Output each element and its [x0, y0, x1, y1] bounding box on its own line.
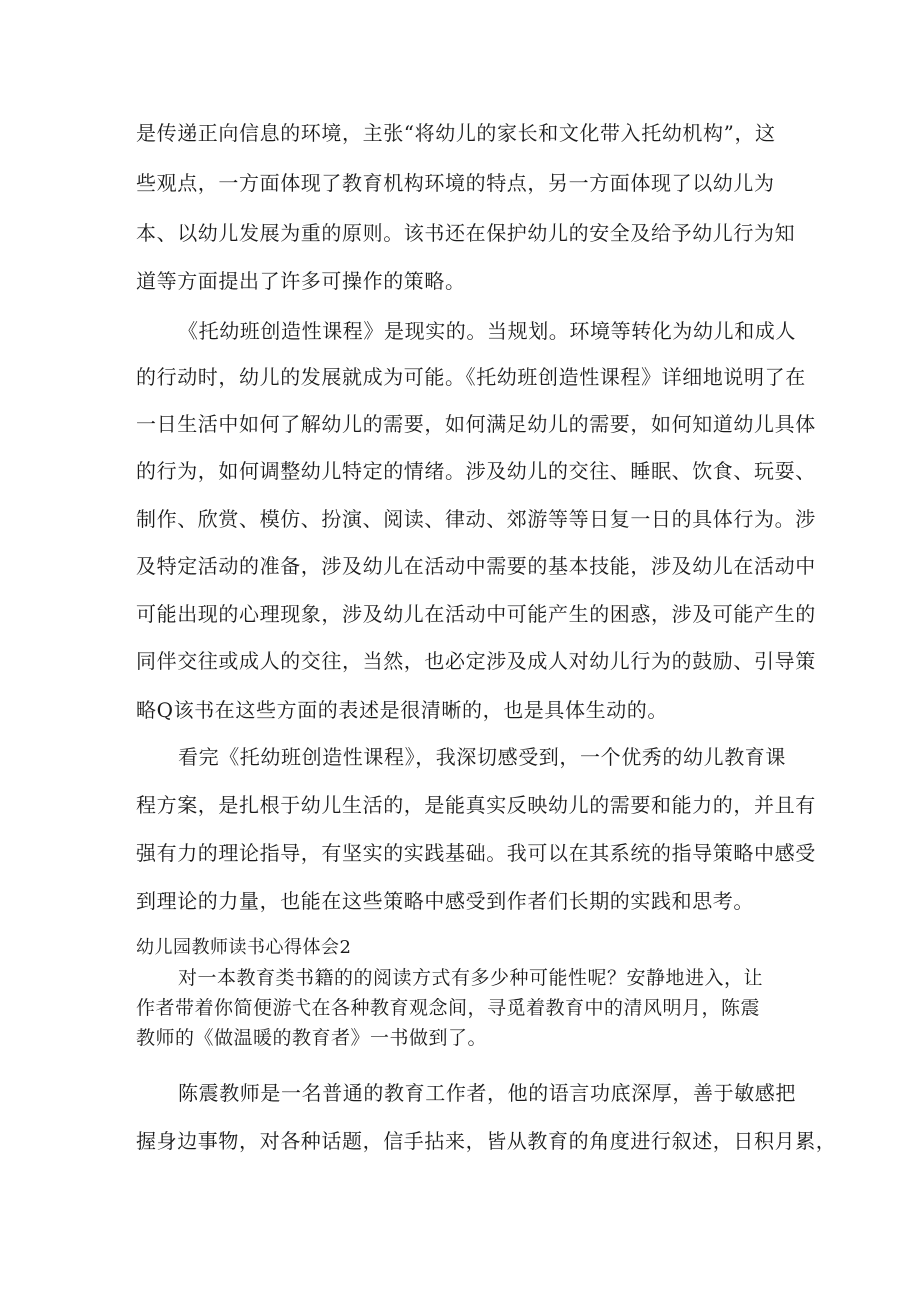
paragraph-line: 可能出现的心理现象，涉及幼儿在活动中可能产生的困惑，涉及可能产生的	[136, 602, 816, 626]
paragraph-line: 程方案，是扎根于幼儿生活的，是能真实反映幼儿的需要和能力的，并且有	[136, 793, 816, 817]
section-heading: 幼儿园教师读书心得体会2	[136, 937, 352, 958]
paragraph-line: 一日生活中如何了解幼儿的需要，如何满足幼儿的需要，如何知道幼儿具体	[136, 412, 816, 436]
paragraph-line: 到理论的力量，也能在这些策略中感受到作者们长期的实践和思考。	[136, 889, 754, 913]
paragraph-line: 陈震教师是一名普通的教育工作者，他的语言功底深厚，善于敏感把	[178, 1081, 796, 1105]
paragraph-line: 制作、欣赏、模仿、扮演、阅读、律动、郊游等等日复一日的具体行为。涉	[136, 507, 816, 531]
paragraph-line: 的行为，如何调整幼儿特定的情绪。涉及幼儿的交往、睡眠、饮食、玩耍、	[136, 459, 816, 483]
paragraph-line: 的行动时，幼儿的发展就成为可能。《托幼班创造性课程》详细地说明了在	[136, 365, 806, 389]
paragraph-line: 握身边事物，对各种话题，信手拈来，皆从教育的角度进行叙述，日积月累，	[136, 1129, 837, 1153]
paragraph-line: 是传递正向信息的环境，主张“将幼儿的家长和文化带入托幼机构”，这	[136, 121, 776, 145]
paragraph-line: 强有力的理论指导，有坚实的实践基础。我可以在其系统的指导策略中感受	[136, 841, 816, 865]
paragraph-line: 及特定活动的准备，涉及幼儿在活动中需要的基本技能，涉及幼儿在活动中	[136, 554, 816, 578]
paragraph-line: 教师的《做温暖的教育者》一书做到了。	[136, 1027, 488, 1049]
paragraph-line: 《托幼班创造性课程》是现实的。当规划。环境等转化为幼儿和成人	[178, 319, 796, 343]
paragraph-line: 作者带着你简便游弋在各种教育观念间，寻觅着教育中的清风明月，陈震	[136, 997, 761, 1019]
paragraph-line: 道等方面提出了许多可操作的策略。	[136, 269, 466, 293]
paragraph-line: 同伴交往或成人的交往，当然，也必定涉及成人对幼儿行为的鼓励、引导策	[136, 649, 816, 673]
paragraph-line: 对一本教育类书籍的的阅读方式有多少种可能性呢？安静地进入，让	[178, 967, 764, 989]
paragraph-line: 略Q该书在这些方面的表述是很清晰的，也是具体生动的。	[136, 698, 668, 722]
paragraph-line: 本、以幼儿发展为重的原则。该书还在保护幼儿的安全及给予幼儿行为知	[136, 221, 796, 245]
paragraph-line: 些观点，一方面体现了教育机构环境的特点，另一方面体现了以幼儿为	[136, 171, 775, 195]
paragraph-line: 看完《托幼班创造性课程》，我深切感受到，一个优秀的幼儿教育课	[178, 745, 786, 769]
